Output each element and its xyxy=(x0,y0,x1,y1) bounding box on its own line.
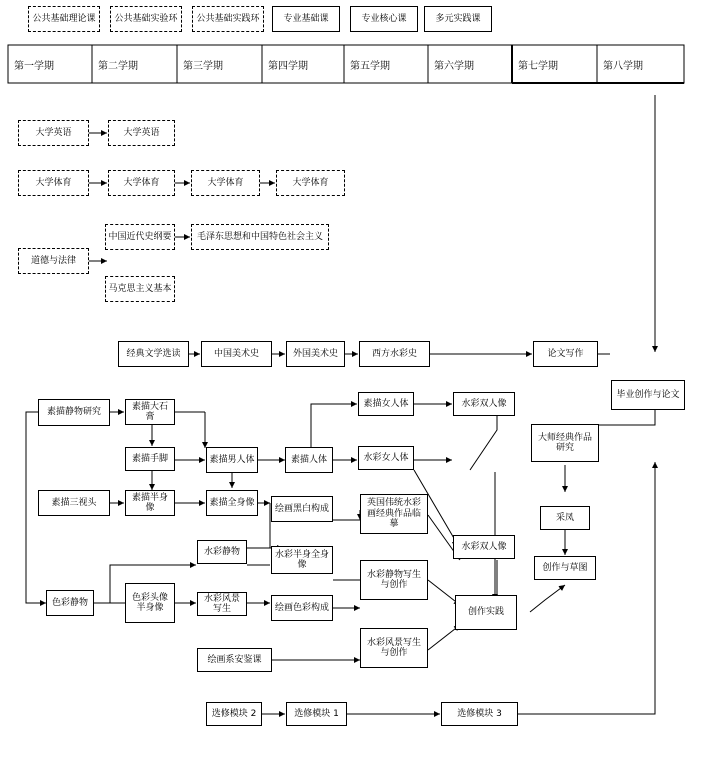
legend-label: 专业基础课 xyxy=(283,13,329,24)
course-sketch-plaster xyxy=(125,399,175,425)
term-header-4 xyxy=(264,45,344,83)
term-label: 第七学期 xyxy=(518,60,558,72)
course-sketch-bust xyxy=(125,490,175,516)
course-label: 色彩静物 xyxy=(51,597,88,608)
term-header-2 xyxy=(94,45,177,83)
course-label: 素描全身像 xyxy=(209,497,255,508)
course-label: 选修模块 2 xyxy=(211,708,257,719)
course-label: 大师经典作品研究 xyxy=(537,432,592,453)
course-english-1 xyxy=(18,120,89,146)
course-watercolor-half-full xyxy=(271,546,333,574)
course-label: 中国美术史 xyxy=(213,348,259,359)
course-sketch-full-body xyxy=(206,490,258,516)
legend-item-5 xyxy=(424,6,492,32)
course-label: 水彩静物写生与创作 xyxy=(366,569,421,590)
course-module-2 xyxy=(206,702,262,726)
course-label: 中国近代史纲要 xyxy=(108,231,172,242)
course-pe-3 xyxy=(191,170,260,196)
course-label: 素描手脚 xyxy=(131,453,168,464)
term-header-5 xyxy=(346,45,428,83)
course-label: 创作实践 xyxy=(467,607,504,618)
course-marxism-basic xyxy=(105,276,175,302)
course-painting-series xyxy=(197,648,272,672)
term-label: 第二学期 xyxy=(98,60,138,72)
course-label: 水彩静物 xyxy=(203,546,240,557)
course-watercolor-landscape-create xyxy=(360,628,428,668)
course-label: 采凤 xyxy=(555,512,574,523)
course-graduation-work xyxy=(611,380,685,410)
course-creation-practice xyxy=(455,595,517,630)
course-label: 素描大石膏 xyxy=(131,401,168,422)
course-label: 素描女人体 xyxy=(363,398,409,409)
course-label: 经典文学选读 xyxy=(126,348,181,359)
legend-label: 公共基础实践环 xyxy=(196,13,260,24)
course-pe-1 xyxy=(18,170,89,196)
term-label: 第五学期 xyxy=(350,60,390,72)
course-label: 英国伟统水彩画经典作品临摹 xyxy=(366,498,421,530)
course-label: 素描静物研究 xyxy=(46,407,101,418)
course-foreign-art-history xyxy=(286,341,345,367)
course-uk-master-copy xyxy=(360,494,428,534)
course-label: 素描三视头 xyxy=(51,497,97,508)
course-label: 西方水彩史 xyxy=(371,348,417,359)
legend-item-0 xyxy=(28,6,100,32)
course-label: 水彩双人像 xyxy=(461,541,507,552)
course-ethics-law xyxy=(18,248,89,274)
course-label: 道德与法律 xyxy=(30,255,76,266)
course-sketch-hand-foot xyxy=(125,447,175,471)
term-label: 第六学期 xyxy=(434,60,474,72)
course-label: 水彩风景写生与创作 xyxy=(366,637,421,658)
course-label: 毕业创作与论文 xyxy=(616,389,680,400)
course-west-watercolor-history xyxy=(359,341,430,367)
course-watercolor-landscape xyxy=(197,592,247,616)
course-label: 选修模块 1 xyxy=(294,708,339,719)
course-cn-art-history xyxy=(201,341,272,367)
term-label: 第三学期 xyxy=(183,60,223,72)
term-header-6 xyxy=(430,45,512,83)
course-sketch-still-research xyxy=(38,399,110,426)
course-label: 绘画色彩构成 xyxy=(274,602,329,613)
course-lit-selected xyxy=(118,341,189,367)
term-header-8 xyxy=(599,45,682,83)
term-label: 第一学期 xyxy=(14,60,54,72)
course-label: 绘画系安鉴课 xyxy=(207,654,262,665)
legend-item-4 xyxy=(350,6,418,32)
course-thesis-writing xyxy=(533,341,598,367)
legend-label: 多元实践课 xyxy=(435,13,481,24)
course-label: 水彩女人体 xyxy=(363,452,409,463)
course-mao-thought xyxy=(191,224,329,250)
course-color-head-half xyxy=(125,583,175,623)
course-label: 水彩双人像 xyxy=(461,398,507,409)
course-english-2 xyxy=(108,120,175,146)
course-label: 大学体育 xyxy=(207,177,244,188)
legend-label: 专业核心课 xyxy=(361,13,407,24)
course-painting-color-composition xyxy=(271,595,333,621)
legend-label: 公共基础实验环 xyxy=(114,13,178,24)
legend-item-3 xyxy=(272,6,340,32)
course-creation-sketch xyxy=(534,556,596,580)
course-label: 创作与草图 xyxy=(542,562,588,573)
course-watercolor-still-create xyxy=(360,560,428,600)
course-color-still xyxy=(46,590,94,616)
term-label: 第四学期 xyxy=(268,60,308,72)
course-modern-history xyxy=(105,224,175,250)
course-pe-2 xyxy=(108,170,175,196)
term-header-3 xyxy=(179,45,262,83)
course-label: 选修模块 3 xyxy=(457,708,502,719)
course-label: 大学英语 xyxy=(35,127,72,138)
course-watercolor-still xyxy=(197,540,247,564)
course-label: 大学英语 xyxy=(123,127,160,138)
course-label: 素描人体 xyxy=(290,454,327,465)
course-watercolor-double-b xyxy=(453,535,515,559)
course-sketch-female-body xyxy=(358,392,414,416)
term-header-1 xyxy=(10,45,92,83)
term-header-7 xyxy=(514,45,597,83)
course-label: 大学体育 xyxy=(123,177,160,188)
course-painting-bw-composition xyxy=(271,496,333,522)
course-label: 外国美术史 xyxy=(292,348,338,359)
term-label: 第八学期 xyxy=(603,60,643,72)
course-label: 毛泽东思想和中国特色社会主义 xyxy=(196,231,323,242)
course-sketch-male-body xyxy=(206,447,258,473)
legend-item-1 xyxy=(110,6,182,32)
course-label: 水彩风景写生 xyxy=(203,593,240,614)
course-module-1 xyxy=(286,702,347,726)
course-label: 绘画黑白构成 xyxy=(274,503,329,514)
course-label: 素描男人体 xyxy=(209,454,255,465)
course-watercolor-double-a xyxy=(453,392,515,416)
course-pe-4 xyxy=(276,170,345,196)
course-label: 大学体育 xyxy=(35,177,72,188)
course-field-trip xyxy=(540,506,590,530)
course-master-research xyxy=(531,424,599,462)
legend-item-2 xyxy=(192,6,264,32)
course-sketch-figure xyxy=(285,447,333,473)
course-label: 素描半身像 xyxy=(131,492,168,513)
legend-label: 公共基础理论课 xyxy=(32,13,96,24)
course-label: 水彩半身全身像 xyxy=(274,549,329,570)
course-label: 论文写作 xyxy=(547,348,584,359)
course-module-3 xyxy=(441,702,518,726)
course-label: 大学体育 xyxy=(292,177,329,188)
course-label: 马克思主义基本 xyxy=(108,283,172,294)
course-sketch-three-view xyxy=(38,490,110,516)
course-watercolor-female xyxy=(358,446,414,470)
course-label: 色彩头像半身像 xyxy=(131,592,168,613)
